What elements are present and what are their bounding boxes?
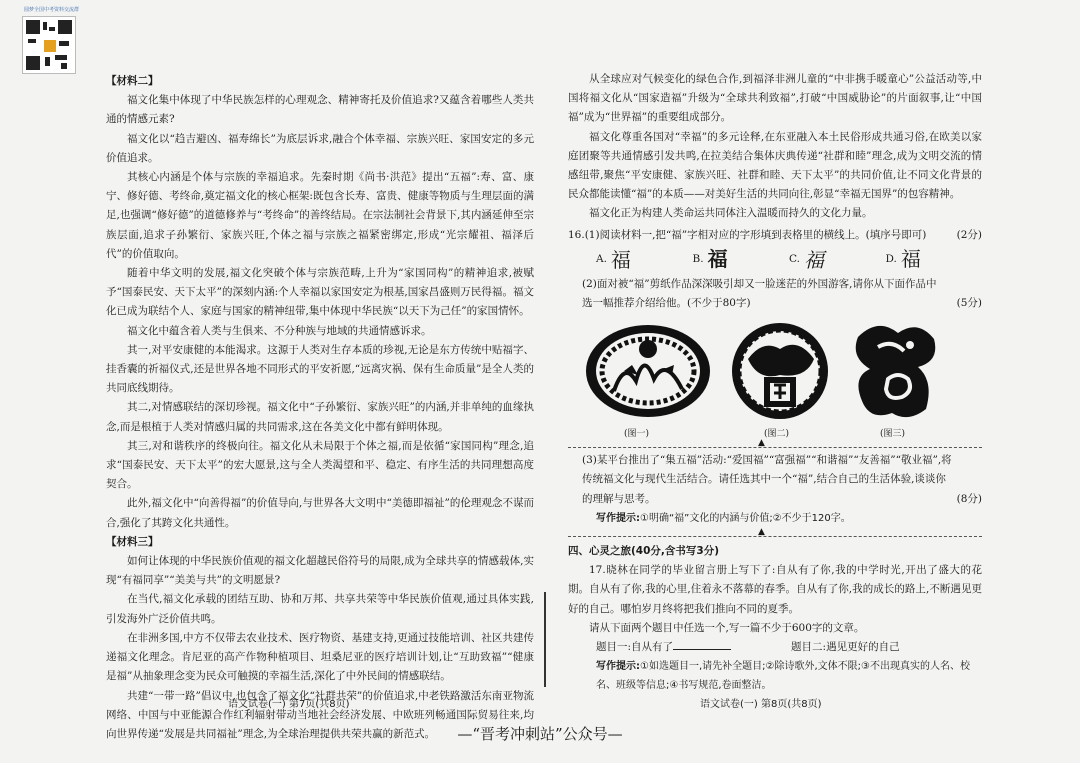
left-page-footer: 语文试卷(一) 第7页(共8页) [228,699,350,710]
papercut-figure-3 [848,317,944,425]
right-page [568,70,982,696]
option-label: C. [789,253,800,266]
paragraph: 福文化正为构建人类命运共同体注入温暖而持久的文化力量。 [589,207,873,220]
writing-hint-text: ①如选题目一,请先补全题目;②除诗歌外,文体不限;③不出现真实的人名、校名、班级等信息;④书写规范,卷面整洁。 [596,661,970,692]
option-label: D. [885,253,897,266]
paragraph: 在当代,福文化承载的团结互助、协和万邦、共享共荣等中华民族价值观,通过具体实践,引发海外广泛价值共鸣。 [106,593,534,625]
left-page [106,72,534,744]
material3-continued [568,70,982,224]
q16-3-score: (8分) [956,492,982,505]
question-16-1 [568,226,982,245]
question-17 [568,561,982,638]
glyph-option [789,248,886,272]
topic-1: 题目一:自从有了 [596,638,731,657]
material3-body [106,552,534,744]
paragraph: 在非洲多国,中方不仅带去农业技术、医疗物资、基建支持,更通过技能培训、社区共建传递福文化理念。肯尼亚的高产作物种植项目、坦桑尼亚的医疗培训计划,让“互助致福”“健康是福”从抽象理念变为民众可触摸的幸福生活,深化了中外民间的情感联结。 [106,631,534,683]
paragraph: 请从下面两个题目中任选一个,写一篇不少于600字的文章。 [589,621,865,634]
papercut-figure-1 [584,321,712,421]
q16-1-score: (2分) [956,228,982,241]
fu-glyph: 福 [610,247,631,272]
paragraph: 福文化集中体现了中华民族怎样的心理观念、精神寄托及价值追求?又蕴含着哪些人类共通的情感元素? [106,94,534,126]
qr-caption: 圆梦全国中考资料交流群 [24,7,80,13]
paragraph: 福文化以“趋吉避凶、福寿绵长”为底层诉求,融合个体幸福、宗族兴旺、家国安定的多元价值追求。 [106,132,534,164]
glyph-option [596,248,693,272]
question-16-2 [568,275,982,313]
paragraph: 从全球应对气候变化的绿色合作,到福泽非洲儿童的“中非携手暖童心”公益活动等,中国将福文化从“国家造福”升级为“全球共利致福”,打破“中国威胁论”的片面叙事,让“中国福”成为“世界福”的重要组成部分。 [568,73,982,124]
question-16-3 [568,451,982,509]
figure-2-caption: (图二) [764,429,790,440]
triangle-icon: ▲ [758,527,765,538]
paragraph: 福文化中蕴含着人类与生俱来、不分种族与地域的共通情感诉求。 [127,324,432,337]
writing-hint-label: 写作提示: [596,661,640,673]
hint-label: 写作提示: [596,512,640,524]
material3-title: 【材料三】 [106,535,159,548]
paragraph: 其二,对情感联结的深切珍视。福文化中“子孙繁衍、家族兴旺”的内涵,并非单纯的血缘执念,而是根植于人类对情感归属的共同需求,这在各美文化中都有鲜明体现。 [106,401,534,433]
qr-code [22,16,76,74]
right-page-footer: 语文试卷(一) 第8页(共8页) [700,699,822,710]
q16-2-text: (2)面对被“福”剪纸作品深深吸引却又一脸迷茫的外国游客,请你从下面作品中选一幅推荐介绍给他。(不少于80字) [582,277,937,310]
option-label: B. [692,253,704,266]
material2-title: 【材料二】 [106,75,159,87]
q16-1-text: 16.(1)阅读材料一,把“福”字相对应的字形填到表格里的横线上。(填序号即可) [568,228,927,241]
paragraph: 福文化尊重各国对“幸福”的多元诠释,在东亚融入本土民俗形成共通习俗,在欧美以家庭团聚等共通情感引发共鸣,在拉美结合集体庆典传递“社群和睦”理念,成为文明交流的情感纽带,聚焦“平安康健、家族兴旺、社群和睦、天下太平”的共同价值,让不同文化背景的民众都能读懂“福”的本质——对美好生活的共同向往,彰显“幸福无国界”的包容精神。 [568,130,982,201]
fold-line [544,592,546,687]
material2-body [106,91,534,533]
paragraph: 此外,福文化中“向善得福”的价值导向,与世界各大文明中“美德即福祉”的伦理观念不谋而合,强化了其跨文化共通性。 [106,497,534,529]
paragraph: 17.晓林在同学的毕业留言册上写下了:自从有了你,我的中学时光,开出了盛大的花期。自从有了你,我的心里,住着永不落幕的春季。自从有了你,我的成长的路上,不断遇见更好的自己。哪怕岁月终将把我们推向不同的夏季。 [568,564,982,615]
bottom-watermark: —“晋考冲刺站”公众号— [457,725,623,743]
topic-1-blank [673,638,731,650]
qr-logo-icon [43,39,57,53]
writing-hint [596,657,982,695]
fu-glyph: 福 [804,247,824,272]
glyph-option [886,248,983,272]
paragraph: 其三,对和谐秩序的终极向往。福文化从未局限于个体之福,而是依循“家国同构”理念,追求“国泰民安、天下太平”的宏大愿景,这与全人类渴望和平、稳定、有序生活的共同理想高度契合。 [106,439,534,491]
paragraph: 随着中华文明的发展,福文化突破个体与宗族范畴,上升为“家国同构”的精神追求,被赋予“国泰民安、天下太平”的深刻内涵:个人幸福以家国安定为根基,国家昌盛则万民得福。福文化已成为联结个人、家庭与国家的精神纽带,集中体现中华民族“以天下为己任”的家国情怀。 [106,267,534,318]
paragraph: 共建“一带一路”倡议中,也包含了福文化“社群共荣”的价值追求,中老铁路激活东南亚物流网络、中国与中亚能源合作红利辐射带动当地社会经济发展、中欧班列畅通国际贸易往来,均向世界传递“发展是共同福祉”理念,为全球治理提供共荣共赢的新范式。 [106,689,534,740]
paragraph: 如何让体现的中华民族价值观的福文化超越民俗符号的局限,成为全球共享的情感载体,实现“有福同享”“美美与共”的文明愿景? [106,555,534,587]
papercut-figure-2 [728,319,832,423]
answer-divider-2 [568,527,982,538]
answer-divider [568,438,982,449]
hint-text: ①明确“福”文化的内涵与价值;②不少于120字。 [640,512,851,524]
glyph-options [596,248,982,272]
q16-2-score: (5分) [956,297,982,310]
papercut-figures [568,315,982,443]
q16-3-hint [596,509,982,528]
fu-glyph: 福 [707,248,728,271]
topic-2: 题目二:遇见更好的自己 [791,641,900,654]
fu-glyph: 福 [900,248,921,271]
figure-1-caption: (图一) [624,429,650,440]
triangle-icon: ▲ [758,438,765,449]
option-label: A. [596,253,607,266]
section-4-title: 四、心灵之旅(40分,含书写3分) [568,545,720,558]
paragraph: 其一,对平安康健的本能渴求。这源于人类对生存本质的珍视,无论是东方传统中贴福字、挂香囊的祈福仪式,还是世界各地不同形式的平安祈愿,“远离灾祸、保有生命质量”是全人类的共同底线期待。 [106,343,534,395]
paragraph: 其核心内涵是个体与宗族的幸福追求。先秦时期《尚书·洪范》提出“五福”:寿、富、康宁、修好德、考终命,奠定福文化的核心框架:既包含长寿、富贵、健康等物质与生理层面的满足,也强调“修好德”的道德修养与“考终命”的善终结局。在宗法制社会背景下,其内涵延伸至宗族层面,追求子孙繁衍、家族兴旺,个体之福与宗族之福紧密绑定,形成“光宗耀祖、福泽后代”的价值取向。 [106,171,534,260]
topics [568,638,982,657]
q16-3-text: (3)某平台推出了“集五福”活动:“爱国福”“富强福”“和谐福”“友善福”“敬业福”,将传统福文化与现代生活结合。请任选其中一个“福”,结合自己的生活体验,谈谈你的理解与思考。 [582,454,952,505]
glyph-option [693,248,790,272]
figure-3-caption: (图三) [880,429,906,440]
